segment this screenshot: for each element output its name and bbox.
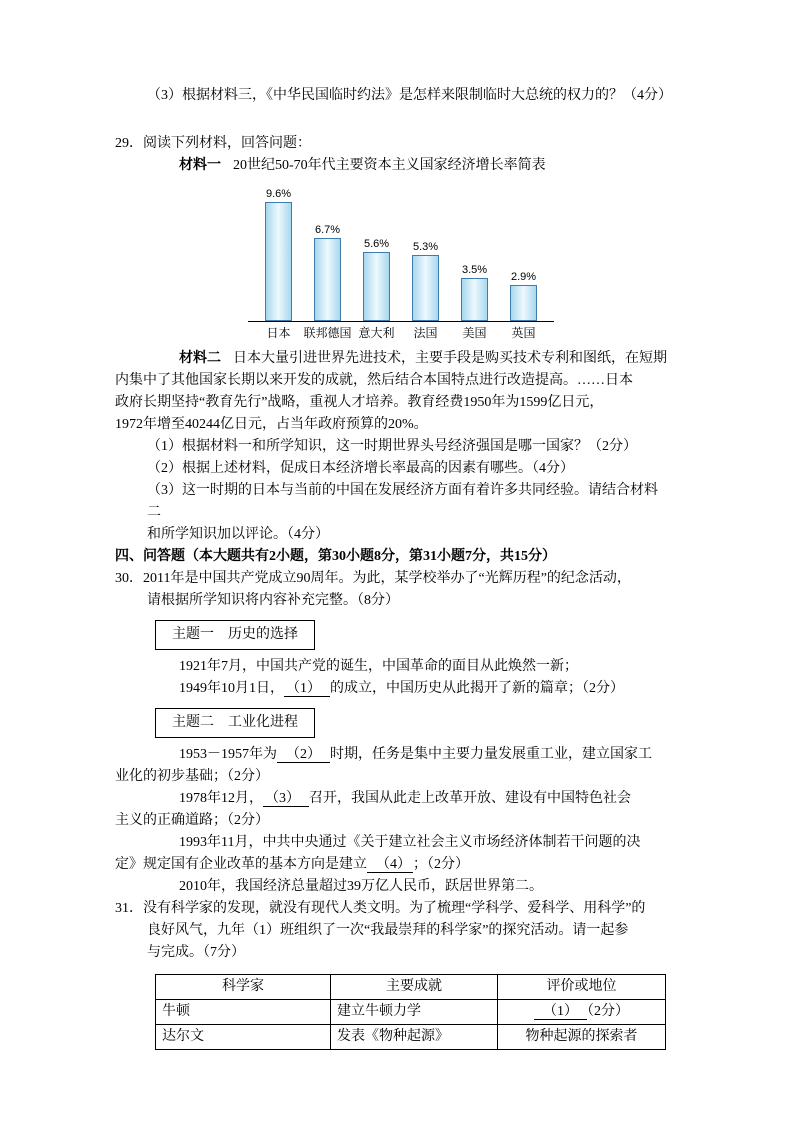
bar-value-label: 9.6% [265,188,292,200]
q30-line-1953-wrap: 业化的初步基础；（2分） [115,769,269,784]
q30-stem-line1: 30．2011年是中国共产党成立90周年。为此，某学校举办了“光辉历程”的纪念活动， [115,571,631,586]
q30-1993-post: ；（2分） [413,857,469,872]
section4-heading: 四、问答题（本大题共有2小题，第30小题8分，第31小题7分，共15分） [115,549,556,564]
q28-part3: （3）根据材料三，《中华民国临时约法》是怎样来限制临时大总统的权力的？（4分） [147,88,672,103]
q31-stem-line2: 良好风气，九年（1）班组织了一次“我最崇拜的科学家”的探究活动。请一起参 [147,923,629,938]
chart-bars-area [248,181,554,321]
cell-achievement: 建立牛顿力学 [331,1000,498,1025]
scientists-table [155,974,666,1050]
q30-1949-pre: 1949年10月1日， [179,681,284,696]
bar [363,252,390,321]
answer-blank-3: （3） [263,791,309,807]
q30-line-1993: 1993年11月，中共中央通过《关于建立社会主义市场经济体制若干问题的决 [179,835,641,850]
table-row-darwin [156,1025,666,1050]
q31-stem-line1: 31．没有科学家的发现，就没有现代人类文明。为了梳理“学科学、爱科学、用科学”的 [115,901,646,916]
q29-sub-question-1: （1）根据材料一和所学知识，这一时期世界头号经济强国是哪一国家？（2分） [147,439,637,454]
cell-scientist: 牛顿 [156,1000,331,1025]
bar-category-label: 美国 [462,326,487,340]
bar-category-label: 意大利 [358,326,395,340]
theme2-box [155,708,315,738]
bar [510,285,537,321]
bar-value-label: 2.9% [510,271,537,283]
answer-blank-4: （4） [367,857,413,873]
q30-line-1993-wrap [115,854,680,876]
material1-label: 材料一 [179,158,221,173]
bar-column [254,187,303,321]
bar-column [499,270,548,321]
bar-value-label: 5.6% [363,238,390,250]
table-row-newton [156,1000,666,1025]
q30-1949-post: 的成立，中国历史从此揭开了新的篇章；（2分） [330,681,624,696]
q30-1978-pre: 1978年12月， [179,791,263,806]
bar [314,238,341,321]
q29-material2-line3: 政府长期坚持“教育先行”战略，重视人才培养。教育经费1950年为1599亿日元， [115,395,604,410]
q30-stem-line2: 请根据所学知识将内容补充完整。（8分） [147,593,399,608]
bar-value-label: 5.3% [412,241,439,253]
q30-1953-post: 时期，任务是集中主要力量发展重工业，建立国家工 [330,747,652,762]
q30-line-1921: 1921年7月，中国共产党的诞生，中国革命的面目从此焕然一新； [179,659,578,674]
material2-text-1: 日本大量引进世界先进技术，主要手段是购买技术专利和图纸，在短期 [233,351,667,366]
q29-material1-heading [115,155,680,177]
q29-sub-question-3-line1: （3）这一时期的日本与当前的中国在发展经济方面有着许多共同经验。请结合材料 [147,483,658,498]
q29-material2-line1 [115,348,680,370]
bar [412,255,439,321]
q29-sub-question-2: （2）根据上述材料，促成日本经济增长率最高的因素有哪些。（4分） [147,461,574,476]
q30-line-1978-wrap: 主义的正确道路；（2分） [115,813,269,828]
answer-blank-1: （1） [284,681,330,697]
bar-category-label: 法国 [413,326,438,340]
q30-line-2010: 2010年，我国经济总量超过39万亿人民币，跃居世界第二。 [179,879,543,894]
q30-1993-pre: 定》规定国有企业改革的基本方向是建立 [115,857,367,872]
material1-title: 20世纪50-70年代主要资本主义国家经济增长率简表 [233,158,546,173]
q29-stem: 29．阅读下列材料，回答问题： [115,136,311,151]
q30-1978-post: 召开，我国从此走上改革开放、建设有中国特色社会 [309,791,631,806]
q30-line-1953 [115,744,680,766]
bar-category-label: 联邦德国 [303,326,352,340]
bar [461,278,488,321]
bar-category-label: 英国 [511,326,536,340]
q29-sub-question-3-line3: 和所学知识加以评论。（4分） [147,527,329,542]
bar-column [303,223,352,321]
bar-column [401,240,450,321]
bar [265,202,292,321]
chart-x-axis [248,321,554,342]
q30-1953-pre: 1953－1957年为 [179,747,277,762]
q29-material2-line4: 1972年增至40244亿日元，占当年政府预算的20%。 [115,417,428,432]
cell-evaluation-suffix: （2分） [587,1004,629,1019]
col-header-scientist: 科学家 [156,975,331,1000]
material2-label: 材料二 [179,351,221,366]
cell-evaluation: 物种起源的探索者 [498,1025,666,1050]
growth-rate-bar-chart [248,181,554,342]
bar-value-label: 6.7% [314,224,341,236]
q29-sub-question-3-line2: 二 [147,505,161,520]
q31-stem-line3: 与完成。（7分） [147,945,245,960]
q30-line-1978 [115,788,680,810]
bar-column [352,237,401,321]
answer-blank-2: （2） [277,747,330,763]
theme1-label: 主题一 历史的选择 [172,627,298,642]
table-header-row [156,975,666,1000]
bar-column [450,263,499,321]
q29-material2-line2: 内集中了其他国家长期以来开发的成就，然后结合本国特点进行改造提高。……日本 [115,373,633,388]
q30-line-1949 [115,678,680,700]
cell-evaluation [498,1000,666,1025]
cell-achievement: 发表《物种起源》 [331,1025,498,1050]
bar-value-label: 3.5% [461,264,488,276]
col-header-evaluation: 评价或地位 [498,975,666,1000]
theme1-box [155,620,315,650]
theme2-label: 主题二 工业化进程 [172,715,298,730]
bar-category-label: 日本 [266,326,291,340]
col-header-achievement: 主要成就 [331,975,498,1000]
answer-blank-table-1: （1） [534,1004,587,1020]
cell-scientist: 达尔文 [156,1025,331,1050]
